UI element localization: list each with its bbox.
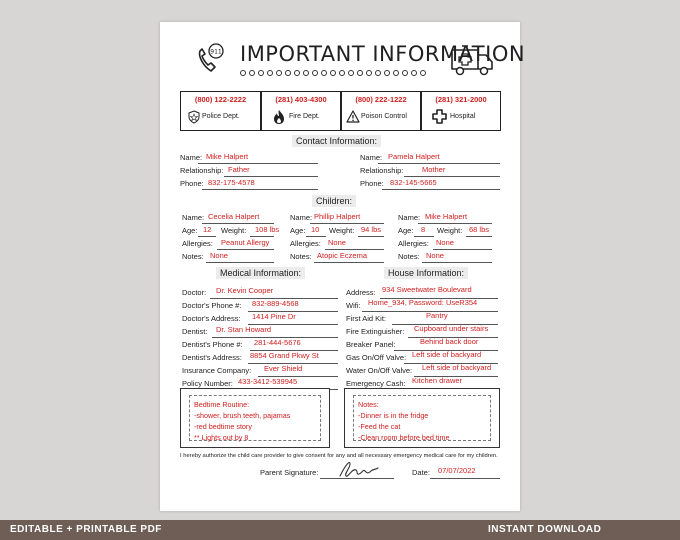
flame-icon — [272, 109, 286, 125]
shield-icon — [188, 110, 200, 124]
address-value[interactable]: 934 Sweetwater Boulevard — [382, 285, 472, 294]
medical-label: Policy Number: — [182, 379, 233, 388]
child-2-allergies[interactable]: None — [328, 238, 346, 247]
emergency-cash-value[interactable]: Kitchen drawer — [412, 376, 463, 385]
house-label: Address: — [346, 288, 376, 297]
notes-inner — [353, 395, 491, 441]
date-value[interactable]: 07/07/2022 — [438, 466, 476, 475]
underline — [314, 262, 384, 263]
medical-label: Doctor's Address: — [182, 314, 241, 323]
child-1-notes[interactable]: None — [210, 251, 228, 260]
bedtime-box[interactable] — [180, 388, 330, 448]
house-label: Gas On/Off Valve: — [346, 353, 407, 362]
bedtime-line: Bedtime Routine: — [194, 400, 250, 409]
date-label: Date: — [412, 468, 430, 477]
police-box — [180, 91, 261, 131]
underline — [224, 176, 318, 177]
notes-line: -Dinner is in the fridge — [358, 411, 429, 420]
bedtime-line: -red bedtime story — [194, 422, 252, 431]
gas-valve-value[interactable]: Left side of backyard — [412, 350, 482, 359]
wifi-value[interactable]: Home_934, Password: UseR354 — [368, 298, 478, 307]
bedtime-inner — [189, 395, 321, 441]
breaker-panel-value[interactable]: Behind back door — [420, 337, 479, 346]
child-3-weight[interactable]: 68 lbs — [469, 225, 490, 234]
medical-label: Dentist's Address: — [182, 353, 242, 362]
contact-relationship-label: Relationship: — [180, 166, 224, 175]
warning-icon — [346, 110, 360, 123]
hospital-box — [421, 91, 501, 131]
ambulance-icon — [448, 42, 496, 78]
child-name-label: Name: — [182, 213, 205, 222]
banner-left-text: EDITABLE + PRINTABLE PDF — [10, 524, 162, 535]
water-valve-value[interactable]: Left side of backyard — [422, 363, 492, 372]
hospital-label: Hospital — [450, 113, 476, 120]
contact-phone-label: Phone: — [180, 179, 204, 188]
medical-label: Dentist: — [182, 327, 208, 336]
house-label: Wifi: — [346, 301, 361, 310]
insurance-value[interactable]: Ever Shield — [264, 364, 303, 373]
house-label: Fire Extinguisher: — [346, 327, 405, 336]
doctor-phone-value[interactable]: 832-889-4568 — [252, 299, 299, 308]
child-name-label: Name: — [290, 213, 313, 222]
child-3-name[interactable]: Mike Halpert — [425, 212, 468, 221]
underline — [310, 223, 384, 224]
notes-line: Notes: — [358, 400, 379, 409]
underline — [198, 163, 318, 164]
house-label: Emergency Cash: — [346, 379, 406, 388]
contact-2-relationship[interactable]: Mother — [422, 165, 446, 174]
child-allergies-label: Allergies: — [290, 239, 321, 248]
underline — [382, 189, 500, 190]
banner-right-text: INSTANT DOWNLOAD — [488, 524, 602, 535]
contact-1-name[interactable]: Mike Halpert — [206, 152, 249, 161]
notes-line: -Clean room before bed time — [358, 433, 450, 442]
contact-1-phone[interactable]: 832-175-4578 — [208, 178, 255, 187]
contact-2-phone[interactable]: 832-145-5665 — [390, 178, 437, 187]
info-sheet — [160, 22, 526, 511]
child-1-age[interactable]: 12 — [203, 225, 212, 234]
first-aid-value[interactable]: Pantry — [426, 311, 448, 320]
child-weight-label: Weight: — [221, 226, 247, 235]
police-phone: (800) 122-2222 — [194, 95, 247, 104]
medical-heading: Medical Information: — [216, 267, 305, 279]
contact-1-relationship[interactable]: Father — [228, 165, 250, 174]
house-label: Breaker Panel: — [346, 340, 396, 349]
authorization-text: I hereby authorize the child care provider to give consent for any and all necessary emergency medical care for my children. — [180, 453, 498, 459]
underline — [325, 249, 384, 250]
poison-label: Poison Control — [361, 113, 407, 120]
contact-2-name[interactable]: Pamela Halpert — [388, 152, 440, 161]
medical-label: Doctor: — [182, 288, 207, 297]
child-1-allergies[interactable]: Peanut Allergy — [221, 238, 270, 247]
child-3-age[interactable]: 8 — [421, 225, 426, 234]
house-heading: House Information: — [384, 267, 468, 279]
child-2-name[interactable]: Phillip Halpert — [314, 212, 361, 221]
underline — [430, 478, 500, 479]
underline — [358, 236, 384, 237]
fire-phone: (281) 403-4300 — [275, 95, 327, 104]
child-name-label: Name: — [398, 213, 421, 222]
police-label: Police Dept. — [202, 113, 240, 120]
medical-label: Insurance Company: — [182, 366, 252, 375]
underline — [250, 236, 274, 237]
signature-mark[interactable] — [338, 458, 380, 480]
fire-label: Fire Dept. — [289, 113, 320, 120]
child-allergies-label: Allergies: — [182, 239, 213, 248]
poison-phone: (800) 222-1222 — [355, 95, 407, 104]
signature-label: Parent Signature: — [260, 468, 319, 477]
underline — [422, 262, 492, 263]
child-age-label: Age: — [398, 226, 414, 235]
policy-value[interactable]: 433-3412-539945 — [238, 377, 298, 386]
underline — [433, 249, 492, 250]
dentist-value[interactable]: Dr. Stan Howard — [216, 325, 272, 334]
underline — [466, 236, 492, 237]
child-weight-label: Weight: — [329, 226, 355, 235]
svg-text:911: 911 — [210, 48, 222, 56]
notes-box[interactable] — [344, 388, 500, 448]
fire-extinguisher-value[interactable]: Cupboard under stairs — [414, 324, 489, 333]
child-1-weight[interactable]: 108 lbs — [255, 225, 280, 234]
underline — [378, 163, 500, 164]
bedtime-line: ** Lights out by 8 — [194, 433, 249, 442]
underline — [404, 176, 500, 177]
child-3-allergies[interactable]: None — [436, 238, 454, 247]
underline — [217, 249, 274, 250]
phone-911-icon — [194, 42, 228, 76]
medical-cross-icon — [432, 109, 447, 124]
underline — [306, 236, 326, 237]
child-age-label: Age: — [290, 226, 306, 235]
child-notes-label: Notes: — [182, 252, 204, 261]
underline — [198, 236, 216, 237]
underline — [206, 262, 274, 263]
child-1-name[interactable]: Cecelia Halpert — [208, 212, 260, 221]
dentist-phone-value[interactable]: 281-444-5676 — [254, 338, 301, 347]
underline — [202, 189, 318, 190]
contact-relationship-label: Relationship: — [360, 166, 404, 175]
child-2-age[interactable]: 10 — [311, 225, 320, 234]
child-notes-label: Notes: — [290, 252, 312, 261]
house-label: Water On/Off Valve: — [346, 366, 413, 375]
children-heading: Children: — [312, 195, 356, 207]
medical-label: Doctor's Phone #: — [182, 301, 242, 310]
notes-line: -Feed the cat — [358, 422, 401, 431]
contact-name-label: Name: — [180, 153, 203, 162]
child-2-notes[interactable]: Atopic Eczema — [317, 251, 368, 260]
child-allergies-label: Allergies: — [398, 239, 429, 248]
fire-box — [261, 91, 341, 131]
house-label: First Aid Kit: — [346, 314, 387, 323]
poison-box — [341, 91, 421, 131]
contact-name-label: Name: — [360, 153, 383, 162]
dentist-address-value[interactable]: 8854 Grand Pkwy St — [250, 351, 319, 360]
child-3-notes[interactable]: None — [426, 251, 444, 260]
medical-label: Dentist's Phone #: — [182, 340, 243, 349]
underline — [414, 236, 434, 237]
bottom-banner — [0, 520, 680, 540]
hospital-phone: (281) 321-2000 — [435, 95, 487, 104]
doctor-address-value[interactable]: 1414 Pine Dr — [252, 312, 296, 321]
doctor-value[interactable]: Dr. Kevin Cooper — [216, 286, 274, 295]
contact-heading: Contact Information: — [292, 135, 381, 147]
child-age-label: Age: — [182, 226, 198, 235]
dotted-divider — [240, 70, 432, 78]
child-notes-label: Notes: — [398, 252, 420, 261]
child-2-weight[interactable]: 94 lbs — [361, 225, 382, 234]
page-title: IMPORTANT INFORMATION — [240, 42, 526, 66]
child-weight-label: Weight: — [437, 226, 463, 235]
underline — [202, 223, 274, 224]
underline — [418, 223, 492, 224]
bedtime-line: -shower, brush teeth, pajamas — [194, 411, 291, 420]
contact-phone-label: Phone: — [360, 179, 384, 188]
